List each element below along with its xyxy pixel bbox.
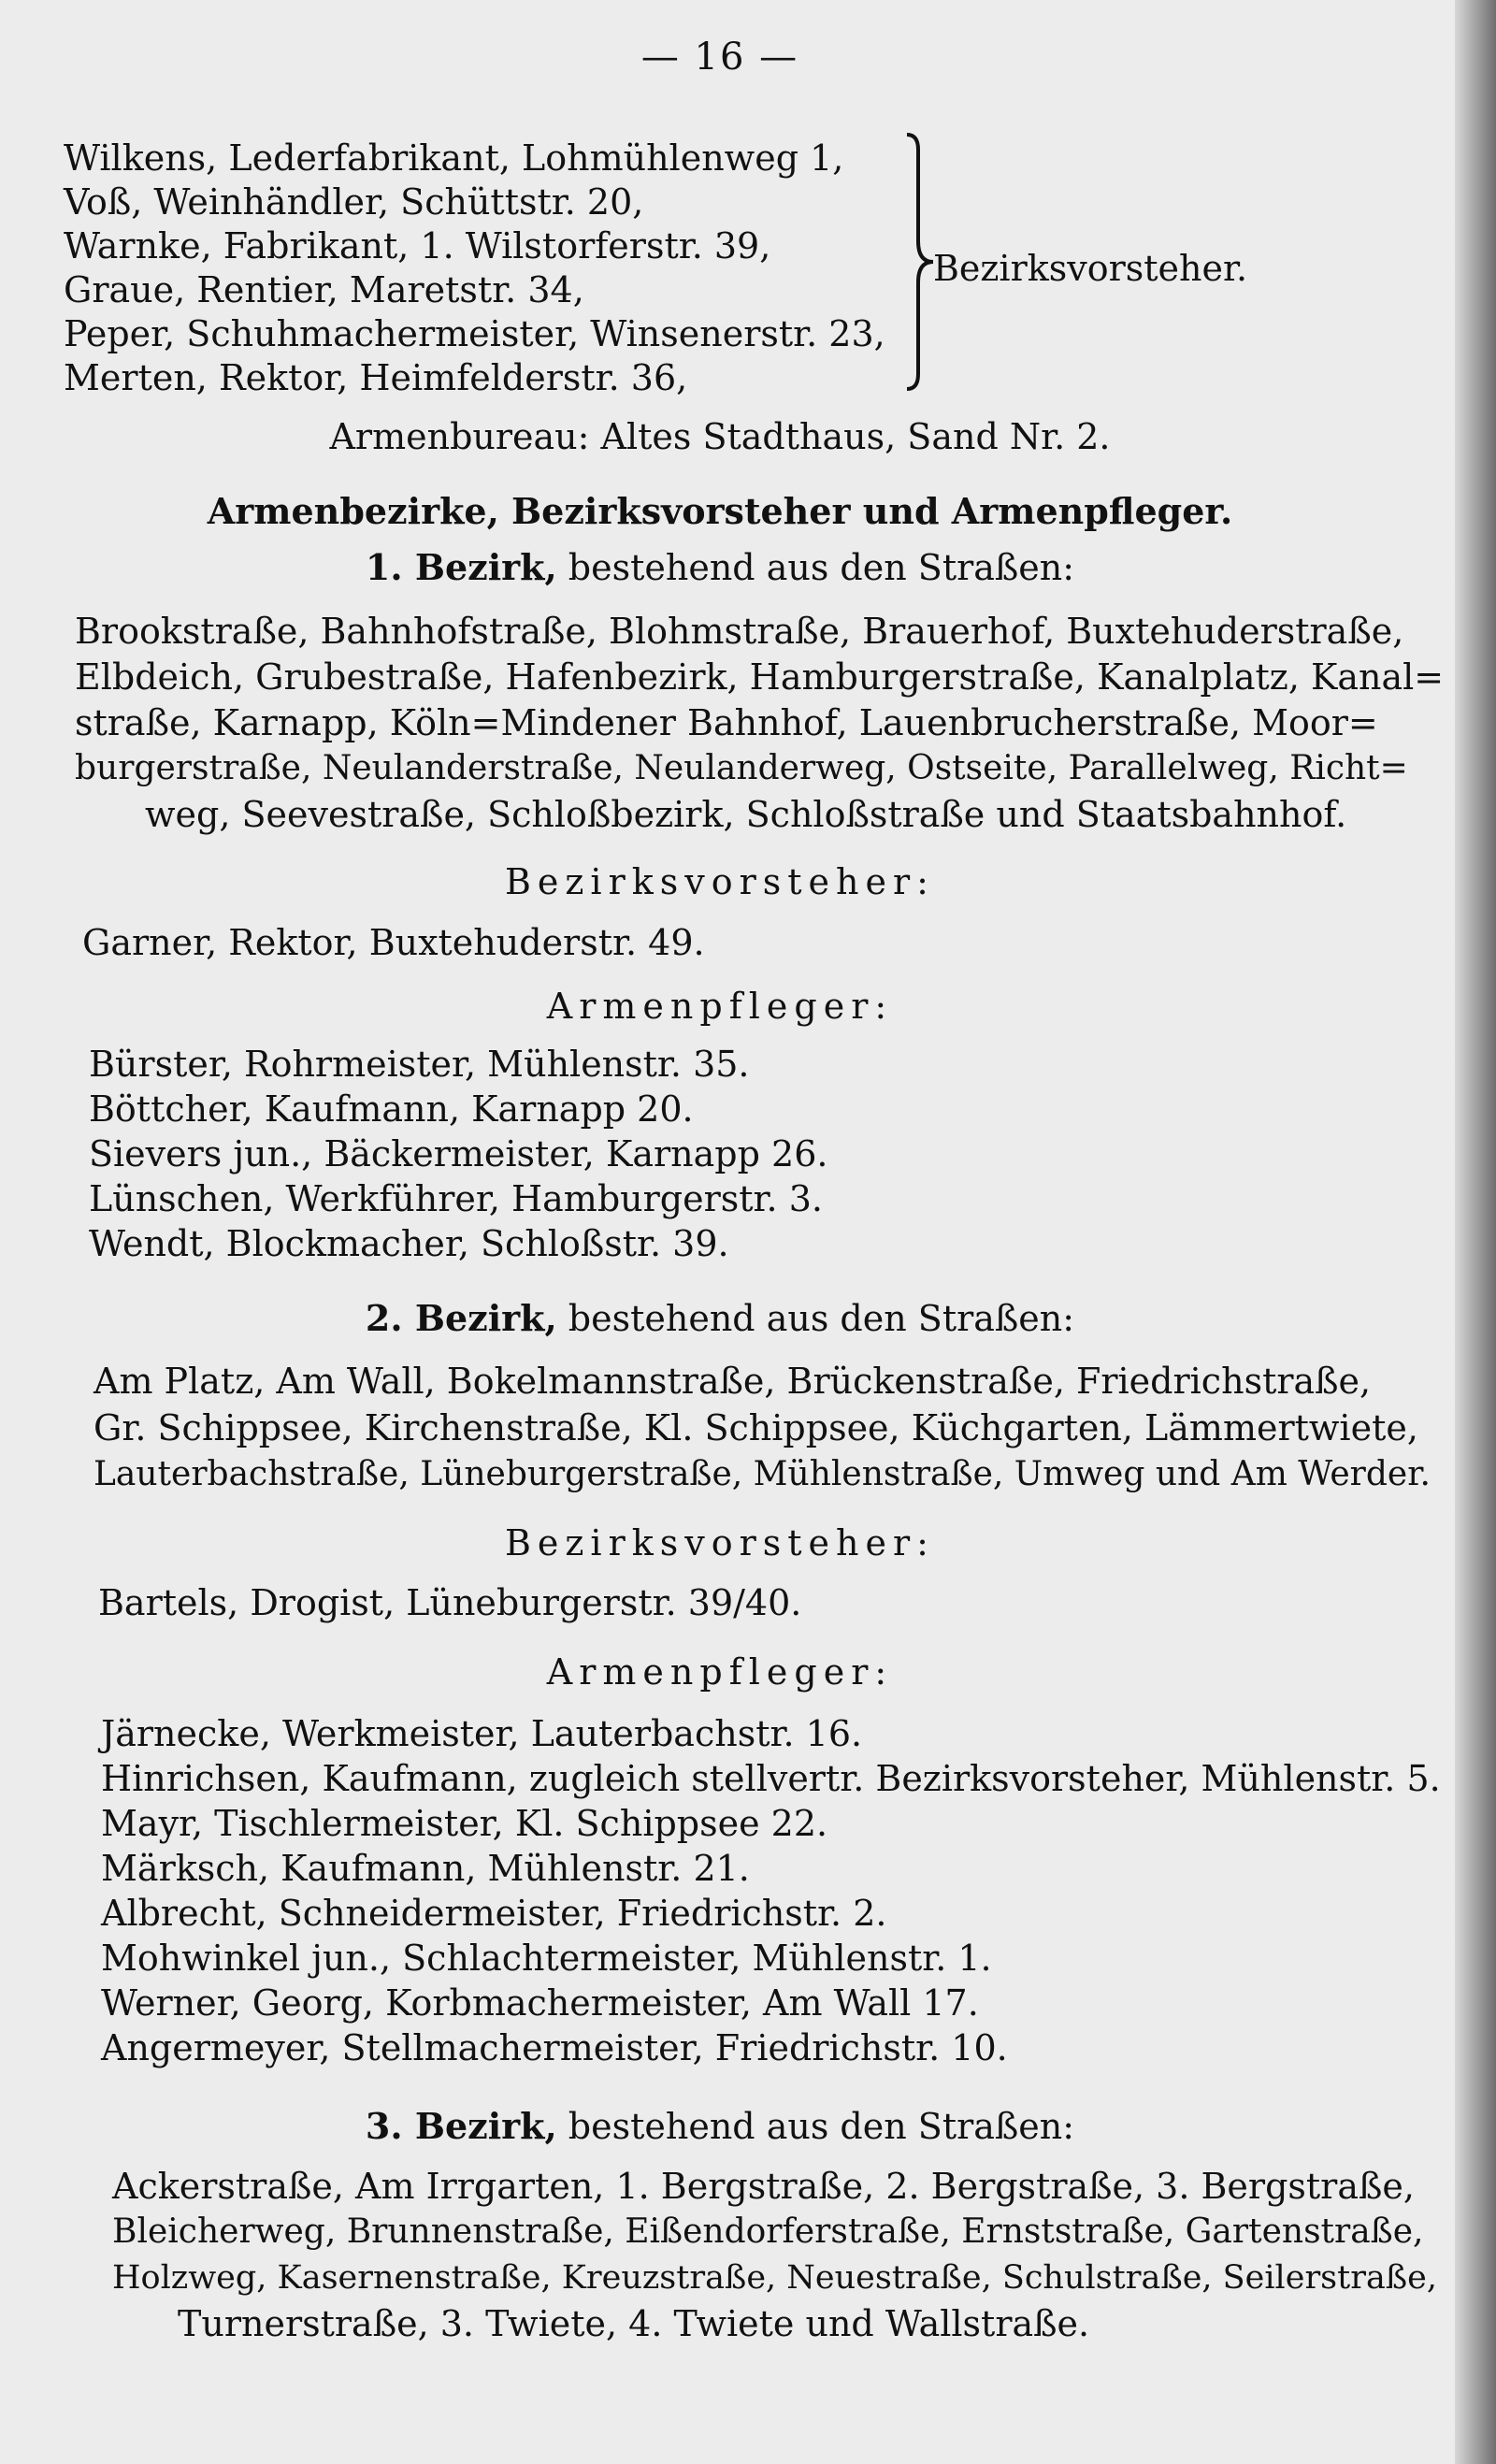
bezirk-2-streets-line: Lauterbachstraße, Lüneburgerstraße, Mühlenstraße, Umweg und Am Werder. [94,1455,1431,1493]
bezirk-1-streets-line: burgerstraße, Neulanderstraße, Neulanderweg, Ostseite, Parallelweg, Richt= [75,749,1408,787]
bezirk-3-streets-line: Holzweg, Kasernenstraße, Kreuzstraße, Neuestraße, Schulstraße, Seilerstraße, [112,2259,1438,2297]
bezirk-1-pfleger-line: Bürster, Rohrmeister, Mühlenstr. 35. [89,1044,750,1085]
bezirk-2-subtitle: bestehend aus den Straßen: [556,1298,1075,1339]
bezirk-2-pfleger-line: Angermeyer, Stellmachermeister, Friedrichstr. 10. [101,2027,1008,2068]
bezirk-1-pfleger-line: Sievers jun., Bäckermeister, Karnapp 26. [89,1133,828,1174]
vorsteher-list-line: Graue, Rentier, Maretstr. 34, [64,269,584,310]
bezirk-3-streets-line: Turnerstraße, 3. Twiete, 4. Twiete und Wallstraße. [178,2303,1090,2344]
vorsteher-list-line: Merten, Rektor, Heimfelderstr. 36, [64,357,688,398]
bezirk-2-pfleger-line: Albrecht, Schneidermeister, Friedrichstr. 2. [101,1893,887,1934]
bezirk-1-heading [0,545,1440,590]
armenbureau-line: Armenbureau: Altes Stadthaus, Sand Nr. 2. [329,416,1111,457]
bezirk-1-pfleger-line: Wendt, Blockmacher, Schloßstr. 39. [89,1223,729,1264]
bezirk-2-pfleger-line: Mohwinkel jun., Schlachtermeister, Mühlenstr. 1. [101,1938,992,1979]
bezirk-2-pfleger-line: Järnecke, Werkmeister, Lauterbachstr. 16. [101,1713,863,1754]
vorsteher-list-line: Voß, Weinhändler, Schüttstr. 20, [64,181,644,223]
section-heading: Armenbezirke, Bezirksvorsteher und Armenpfleger. [207,490,1233,532]
page-number: — 16 — [640,36,799,79]
vorsteher-list-line: Wilkens, Lederfabrikant, Lohmühlenweg 1, [64,137,844,179]
bezirk-3-subtitle: bestehend aus den Straßen: [556,2106,1075,2147]
bezirk-3-streets-line: Ackerstraße, Am Irrgarten, 1. Bergstraße, 2. Bergstraße, 3. Bergstraße, [112,2166,1415,2207]
bezirk-2-title: 2. Bezirk, [365,1297,557,1339]
bezirk-2-pfleger-line: Werner, Georg, Korbmachermeister, Am Wall 17. [101,1982,979,2024]
bezirk-1-streets-line: Brookstraße, Bahnhofstraße, Blohmstraße, Brauerhof, Buxtehuderstraße, [75,611,1404,652]
bezirk-3-title: 3. Bezirk, [365,2105,557,2147]
bezirk-2-vorsteher-heading: Bezirksvorsteher: [505,1522,935,1563]
bezirk-2-pfleger-line: Mayr, Tischlermeister, Kl. Schippsee 22. [101,1803,828,1844]
bezirk-2-streets-line: Am Platz, Am Wall, Bokelmannstraße, Brückenstraße, Friedrichstraße, [94,1361,1372,1402]
bezirk-1-streets-line: Elbdeich, Grubestraße, Hafenbezirk, Hamburgerstraße, Kanalplatz, Kanal= [75,656,1445,698]
bezirk-1-vorsteher: Garner, Rektor, Buxtehuderstr. 49. [82,922,705,963]
bezirk-3-heading [0,2104,1440,2149]
bezirk-2-streets-line: Gr. Schippsee, Kirchenstraße, Kl. Schippsee, Küchgarten, Lämmertwiete, [94,1407,1418,1448]
vorsteher-list-line: Warnke, Fabrikant, 1. Wilstorferstr. 39, [64,225,771,267]
vorsteher-list-line: Peper, Schuhmachermeister, Winsenerstr. 23, [64,313,885,354]
bezirk-1-pfleger-heading: Armenpfleger: [546,986,894,1027]
vorsteher-label: Bezirksvorsteher. [933,248,1248,289]
bezirk-1-streets-line: straße, Karnapp, Köln=Mindener Bahnhof, Lauenbrucherstraße, Moor= [75,702,1378,743]
bezirk-1-pfleger-line: Lünschen, Werkführer, Hamburgerstr. 3. [89,1178,823,1219]
bezirk-1-pfleger-line: Böttcher, Kaufmann, Karnapp 20. [89,1088,694,1130]
bezirk-2-pfleger-line: Märksch, Kaufmann, Mühlenstr. 21. [101,1848,750,1889]
bezirk-1-title: 1. Bezirk, [365,546,557,588]
bezirk-3-streets-line: Bleicherweg, Brunnenstraße, Eißendorferstraße, Ernststraße, Gartenstraße, [112,2212,1424,2251]
bezirk-2-pfleger-heading: Armenpfleger: [546,1651,894,1693]
bezirk-2-heading [0,1296,1440,1341]
bezirk-2-vorsteher: Bartels, Drogist, Lüneburgerstr. 39/40. [98,1582,802,1623]
page-edge-shadow [1455,0,1496,2464]
bezirk-1-subtitle: bestehend aus den Straßen: [556,547,1075,588]
bezirk-1-vorsteher-heading: Bezirksvorsteher: [505,861,935,902]
bezirk-1-streets-line: weg, Seevestraße, Schloßbezirk, Schloßstraße und Staatsbahnhof. [145,794,1347,835]
bezirk-2-pfleger-line: Hinrichsen, Kaufmann, zugleich stellvertr. Bezirksvorsteher, Mühlenstr. 5. [101,1758,1441,1799]
